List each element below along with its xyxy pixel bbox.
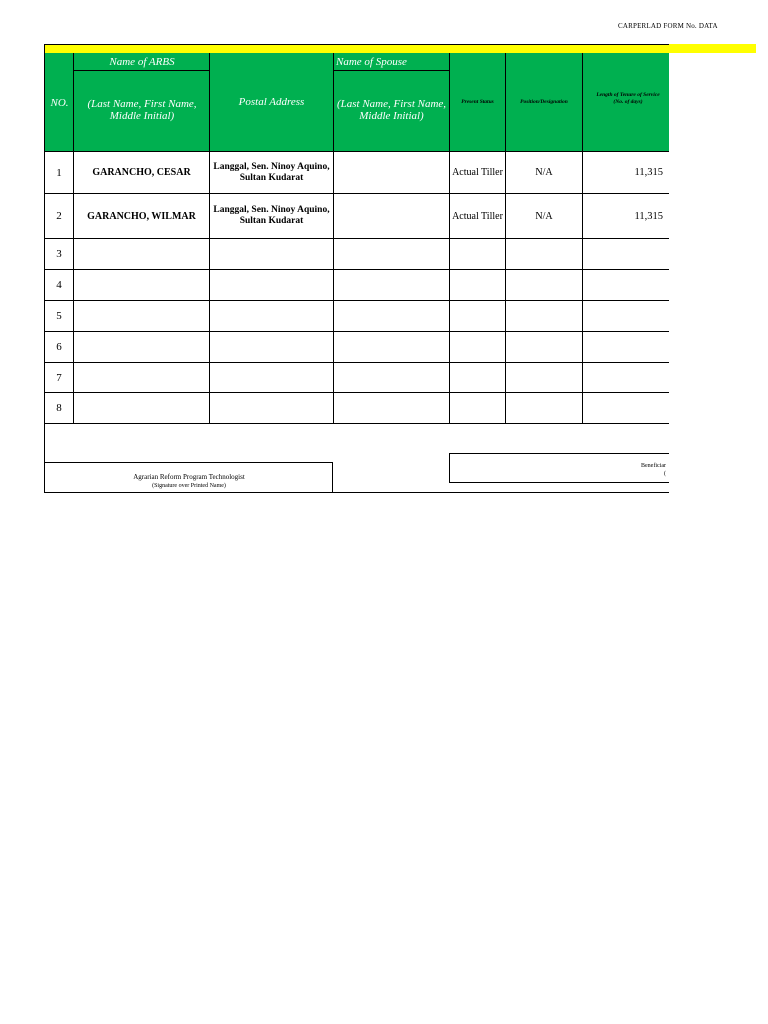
position-designation: N/A — [535, 167, 553, 178]
header-spouse-subtitle: (Last Name, First Name, Middle Initial) — [336, 98, 447, 122]
row-number: 2 — [56, 210, 62, 222]
row-number: 8 — [56, 402, 62, 414]
header-tenure-title: Length of Tenure of Service — [596, 92, 660, 98]
technologist-title: Agrarian Reform Program Technologist — [133, 473, 245, 481]
header-tenure — [583, 84, 669, 114]
tenure-days: 11,315 — [634, 167, 663, 178]
grid-line — [44, 238, 669, 239]
present-status: Actual Tiller — [452, 210, 503, 222]
arb-name: GARANCHO, WILMAR — [87, 210, 196, 222]
header-tenure-subtitle: (No. of days) — [613, 99, 643, 105]
header-spouse-title: Name of Spouse — [336, 56, 407, 68]
row-number: 4 — [56, 279, 62, 291]
header-postal-address: Postal Address — [238, 96, 305, 108]
sheet-top-border — [44, 44, 669, 45]
header-divider-spouse — [333, 70, 449, 71]
beneficiary-signature-note: ( — [664, 471, 666, 477]
technologist-signature-label — [45, 470, 333, 492]
header-present-status: Present Status — [461, 99, 494, 105]
grid-line — [44, 362, 669, 363]
arb-data-sheet — [44, 44, 669, 493]
arb-name: GARANCHO, CESAR — [92, 167, 191, 178]
row-number: 5 — [56, 310, 62, 322]
grid-line — [44, 423, 669, 424]
beneficiary-title: Beneficiar — [641, 463, 666, 469]
header-position: Position/Designation — [520, 99, 568, 105]
spouse-name — [334, 152, 449, 193]
grid-line — [44, 392, 669, 393]
position-designation: N/A — [535, 210, 553, 222]
beneficiary-signature-label — [604, 458, 669, 482]
tenure-days: 11,315 — [634, 210, 663, 222]
postal-address: Langgal, Sen. Ninoy Aquino, Sultan Kudarat — [213, 161, 330, 183]
grid-line — [44, 331, 669, 332]
grid-line — [44, 269, 669, 270]
header-arbs-subtitle: (Last Name, First Name, Middle Initial) — [87, 98, 197, 122]
sheet-bottom-border — [44, 492, 669, 493]
row-number: 6 — [56, 341, 62, 353]
spouse-name — [334, 194, 449, 238]
row-number: 3 — [56, 248, 62, 260]
row-number: 1 — [56, 166, 62, 179]
header-arbs-title: Name of ARBS — [109, 56, 175, 68]
postal-address: Langgal, Sen. Ninoy Aquino, Sultan Kudarat — [213, 205, 330, 226]
row-number: 7 — [56, 371, 62, 384]
header-divider-arbs — [74, 70, 209, 71]
present-status: Actual Tiller — [452, 167, 503, 178]
header-no: NO. — [50, 96, 69, 109]
form-number-label: CARPERLAD FORM No. DATA — [618, 22, 718, 30]
grid-line — [44, 300, 669, 301]
sheet-left-border — [44, 44, 45, 493]
technologist-signature-note: (Signature over Printed Name) — [152, 483, 226, 489]
